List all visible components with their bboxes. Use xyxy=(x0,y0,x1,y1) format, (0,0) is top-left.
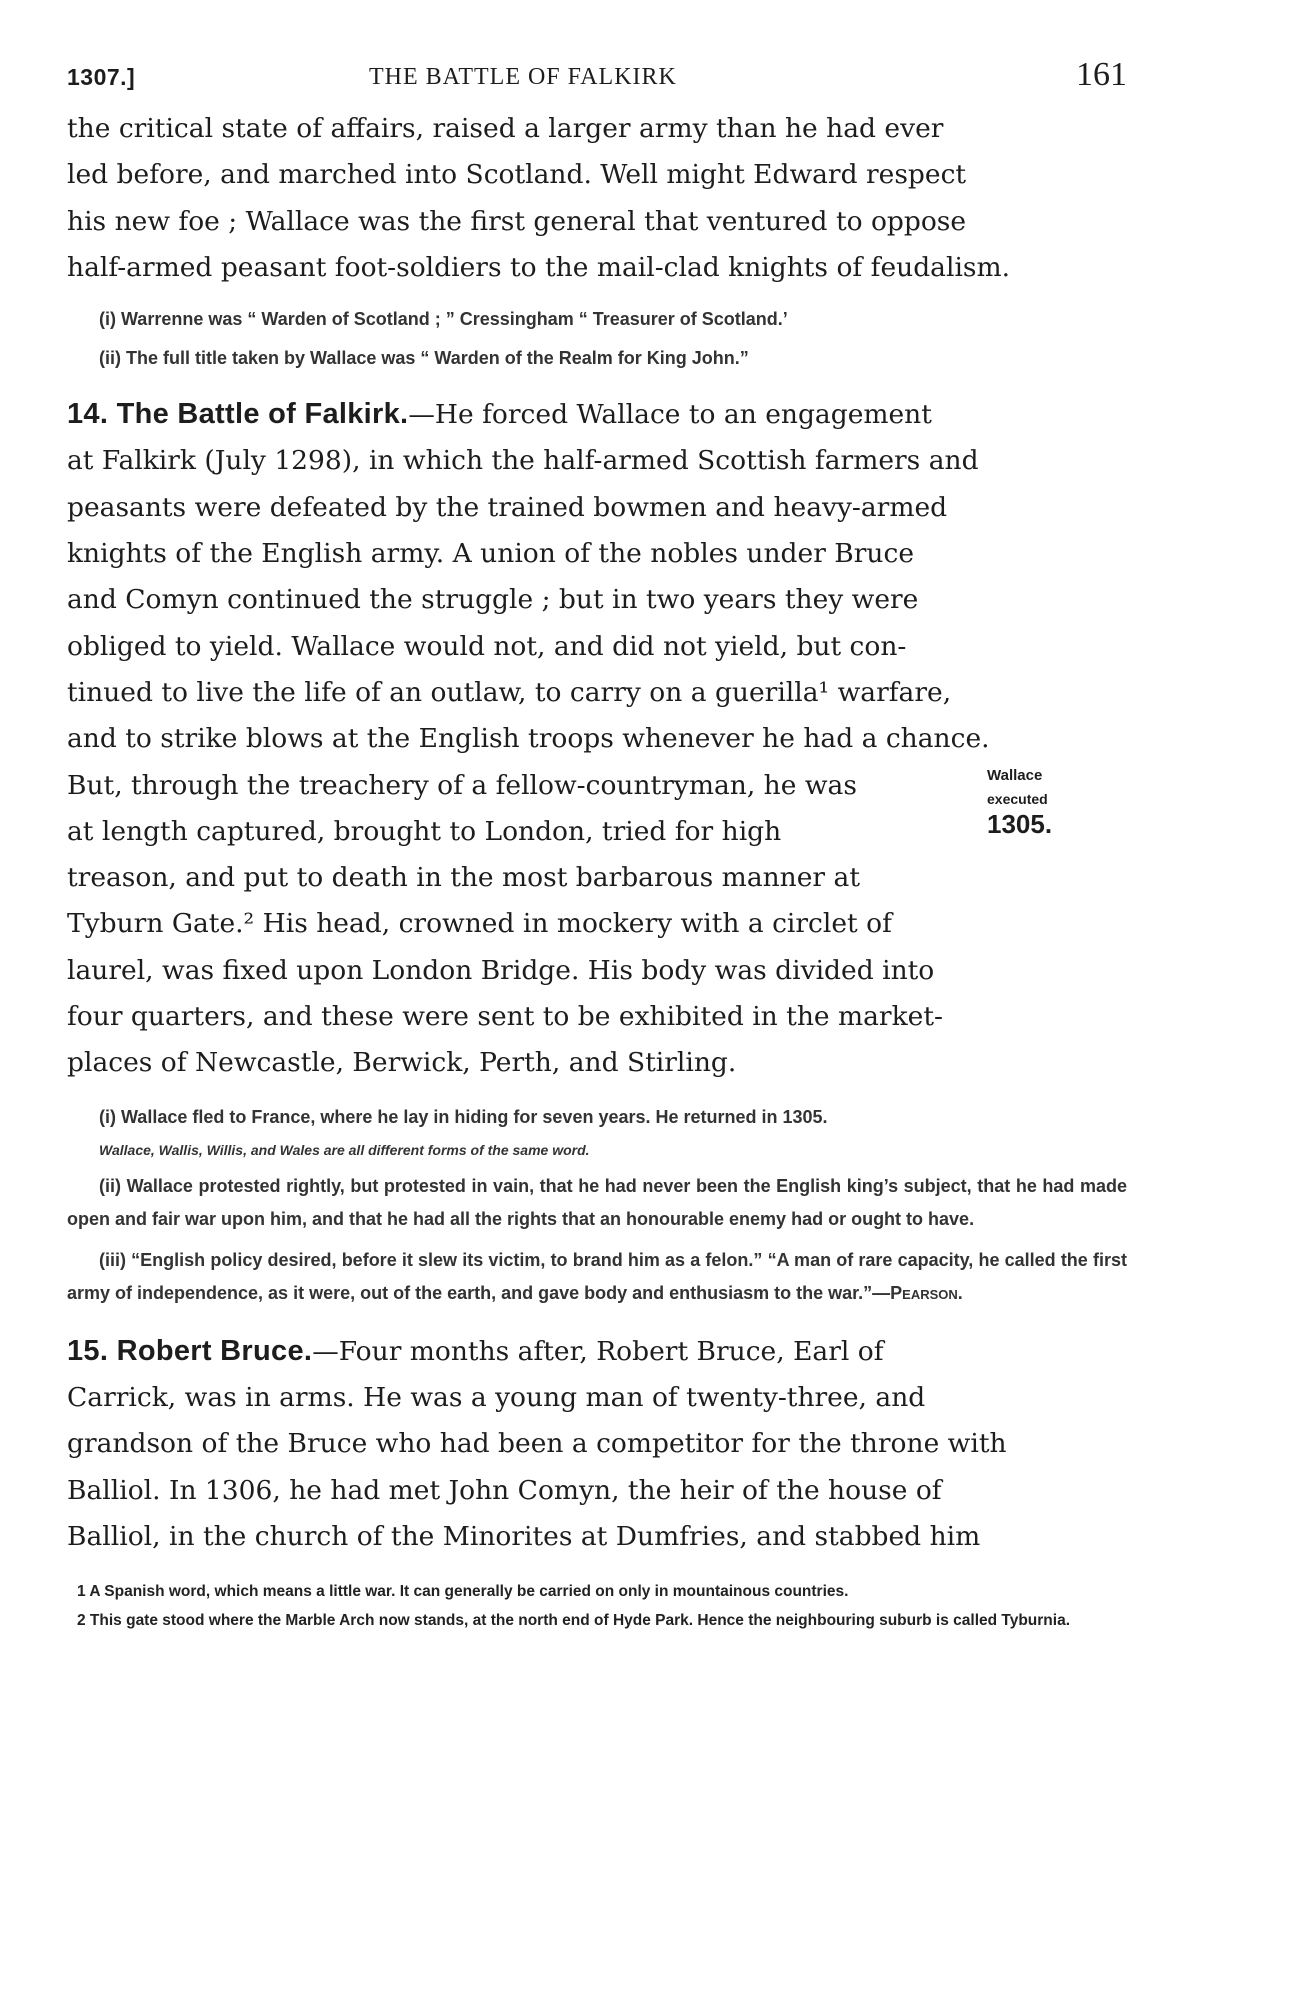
text-line: the critical state of affairs, raised a larger army than he had ever xyxy=(67,113,944,144)
text-line: at Falkirk (July 1298), in which the half-armed Scottish farmers and xyxy=(67,445,979,477)
text-line: places of Newcastle, Berwick, Perth, and Stirling. xyxy=(67,1047,737,1079)
text-line: and to strike blows at the English troops whenever he had a chance. xyxy=(67,723,990,755)
running-header xyxy=(67,56,1127,96)
section-15 xyxy=(67,1328,1127,1560)
note-i: (i) Wallace fled to France, where he lay in hiding for seven years. He returned in 1305. xyxy=(99,1106,828,1127)
text-line: peasants were defeated by the trained bowmen and heavy-armed xyxy=(67,491,948,523)
text-line: 14. The Battle of Falkirk.—He forced Wallace to an engagement xyxy=(67,398,932,431)
section-heading: 15. Robert Bruce. xyxy=(67,1334,313,1367)
book-page xyxy=(67,56,1127,1634)
section-heading: 14. The Battle of Falkirk. xyxy=(67,398,409,431)
intro-paragraph xyxy=(67,106,1127,291)
notes-block-a xyxy=(67,303,1127,375)
note-ii: (ii) Wallace protested rightly, but protested in vain, that he had never been the English king’s subject, that he had made open and fair war upon him, and that he had all the rights that an honourable enemy had or ought to have. xyxy=(67,1175,1127,1229)
text-line: obliged to yield. Wallace would not, and did not yield, but con- xyxy=(67,630,907,662)
section-14 xyxy=(67,391,1127,1086)
note-author: Pearson. xyxy=(890,1282,963,1303)
text-line: Balliol, in the church of the Minorites at Dumfries, and stabbed him xyxy=(67,1520,981,1552)
text-line: his new foe ; Wallace was the first general that ventured to oppose xyxy=(67,205,967,237)
page-number: 161 xyxy=(1076,56,1127,93)
notes-block-b xyxy=(67,1101,1127,1310)
footnote-2: 2 This gate stood where the Marble Arch now stands, at the north end of Hyde Park. Hence the neighbouring suburb is called Tyburnia. xyxy=(77,1612,1071,1630)
header-year: 1307.] xyxy=(67,64,136,90)
text-line: grandson of the Bruce who had been a competitor for the throne with xyxy=(67,1428,1007,1460)
header-title: THE BATTLE OF FALKIRK xyxy=(369,64,677,90)
margin-note-year: 1305. xyxy=(987,809,1053,840)
text-line: laurel, was fixed upon London Bridge. His body was divided into xyxy=(67,954,935,986)
text-line: But, through the treachery of a fellow-countryman, he was xyxy=(67,769,857,801)
text-line: Balliol. In 1306, he had met John Comyn, the heir of the house of xyxy=(67,1474,942,1506)
note-iii: (iii) “English policy desired, before it slew its victim, to brand him as a felon.” “A man of rare capacity, he called the first army of independence, as it were, out of the earth, and gave body and enthusiasm to the war.”—Pearson. xyxy=(67,1249,1127,1303)
margin-note-line: executed xyxy=(987,791,1048,808)
note-i: (i) Warrenne was “ Warden of Scotland ; ” Cressingham “ Treasurer of Scotland.’ xyxy=(99,309,788,330)
text-line: treason, and put to death in the most barbarous manner at xyxy=(67,862,860,894)
text-line: Tyburn Gate.² His head, crowned in mockery with a circlet of xyxy=(67,908,892,940)
text-line: four quarters, and these were sent to be exhibited in the market- xyxy=(67,1001,943,1033)
text-line: led before, and marched into Scotland. Well might Edward respect xyxy=(67,159,967,191)
footnote-1: 1 A Spanish word, which means a little war. It can generally be carried on only in mountainous countries. xyxy=(77,1583,849,1601)
text-line: half-armed peasant foot-soldiers to the mail-clad knights of feudalism. xyxy=(67,251,1011,283)
margin-note xyxy=(987,766,1127,840)
margin-note-line: Wallace xyxy=(987,767,1043,785)
text-line: at length captured, brought to London, tried for high xyxy=(67,815,782,847)
note-forms: Wallace, Wallis, Willis, and Wales are all different forms of the same word. xyxy=(99,1141,590,1158)
text-line: Carrick, was in arms. He was a young man of twenty-three, and xyxy=(67,1381,926,1413)
footnotes xyxy=(67,1578,1127,1634)
text-line: knights of the English army. A union of the nobles under Bruce xyxy=(67,538,915,570)
text-line: tinued to live the life of an outlaw, to carry on a guerilla¹ warfare, xyxy=(67,676,952,708)
text-line: and Comyn continued the struggle ; but in two years they were xyxy=(67,584,919,616)
text-line: 15. Robert Bruce.—Four months after, Robert Bruce, Earl of xyxy=(67,1334,884,1367)
note-ii: (ii) The full title taken by Wallace was “ Warden of the Realm for King John.” xyxy=(99,348,749,369)
